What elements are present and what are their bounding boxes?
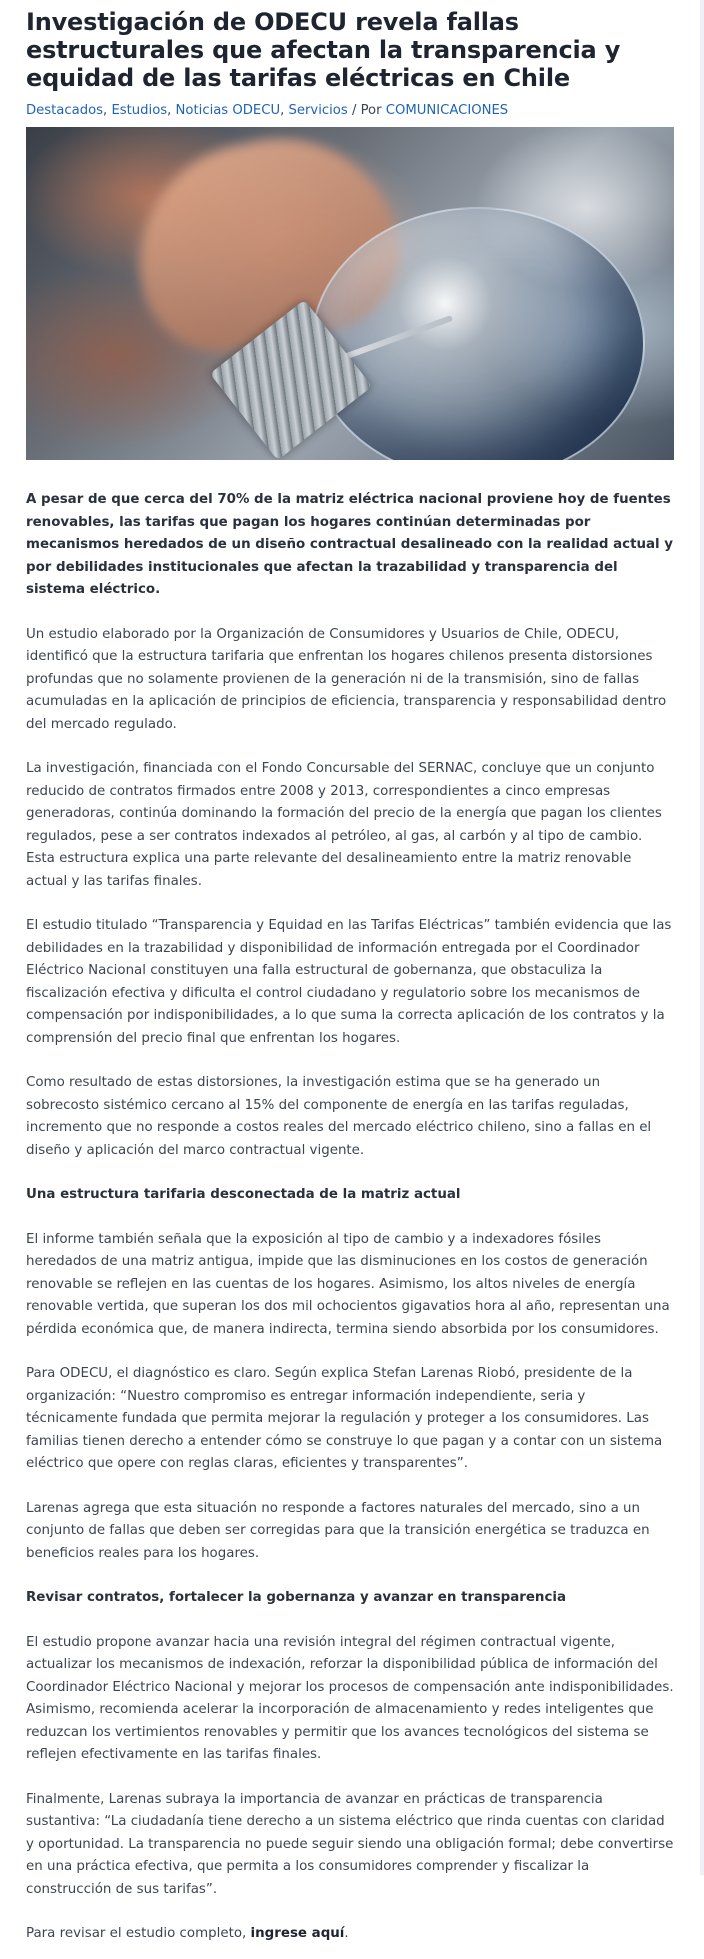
article-paragraph: Finalmente, Larenas subraya la importancia de avanzar en prácticas de transparencia sustantiva: “La ciudadanía tiene derecho a un sistema eléctrico que rinda cuentas con claridad y oportunidad. La transparencia no puede seguir siendo una obligación formal; debe convertirse en una práctica efectiva, que permita a los consumidores comprender y fiscalizar la construcción de sus tarifas”. bbox=[26, 1791, 674, 1897]
author-link[interactable]: COMUNICACIONES bbox=[385, 103, 509, 118]
byline-prefix: / Por bbox=[351, 103, 382, 118]
closing-suffix: . bbox=[344, 1926, 349, 1941]
article-lead: A pesar de que cerca del 70% de la matriz eléctrica nacional proviene hoy de fuentes renovables, las tarifas que pagan los hogares continúan determinadas por mecanismos heredados de un diseño contractual desalineado con la realidad actual y por debilidades institucionales que afectan la trazabilidad y transparencia del sistema eléctrico. bbox=[26, 492, 674, 597]
article-meta: Destacados, Estudios, Noticias ODECU, Servicios / Por COMUNICACIONES bbox=[26, 103, 509, 118]
article-paragraph: El estudio propone avanzar hacia una revisión integral del régimen contractual vigente, actualizar los mecanismos de indexación, reforzar la disponibilidad pública de información del Coordinador Eléctrico Nacional y mejorar los procesos de compensación ante indisponibilidades. Asimismo, recomienda acelerar la incorporación de almacenamiento y redes inteligentes que reduzcan los vertimientos renovables y permitir que los avances tecnológicos del sistema se reflejen efectivamente en las tarifas finales. bbox=[26, 1634, 674, 1762]
hero-image-light-bulb bbox=[26, 127, 674, 460]
section-heading-estructura-tarifaria: Una estructura tarifaria desconectada de la matriz actual bbox=[26, 1187, 461, 1202]
section-heading-revisar-contratos: Revisar contratos, fortalecer la gobernanza y avanzar en transparencia bbox=[26, 1590, 567, 1605]
category-link-servicios[interactable]: Servicios bbox=[288, 103, 348, 118]
category-link-estudios[interactable]: Estudios bbox=[111, 103, 168, 118]
category-link-destacados[interactable]: Destacados bbox=[26, 103, 104, 118]
article-title: Investigación de ODECU revela fallas estructurales que afectan la transparencia y equidad de las tarifas eléctricas en Chile bbox=[26, 8, 621, 92]
article-paragraph: La investigación, financiada con el Fondo Concursable del SERNAC, concluye que un conjunto reducido de contratos firmados entre 2008 y 2013, correspondientes a cinco empresas generadoras, continúa dominando la formación del precio de la energía que pagan los clientes regulados, pese a ser contratos indexados al petróleo, al gas, al carbón y al tipo de cambio. Esta estructura explica una parte relevante del desalineamiento entre la matriz renovable actual y las tarifas finales. bbox=[26, 761, 662, 889]
article-paragraph: Un estudio elaborado por la Organización de Consumidores y Usuarios de Chile, ODECU, identificó que la estructura tarifaria que enfrentan los hogares chilenos presenta distorsiones profundas que no solamente provienen de la generación ni de la transmisión, sino de fallas acumuladas en la aplicación de principios de eficiencia, transparencia y responsabilidad dentro del mercado regulado. bbox=[26, 626, 667, 732]
closing-prefix: Para revisar el estudio completo, bbox=[26, 1926, 247, 1941]
article-paragraph: Para ODECU, el diagnóstico es claro. Según explica Stefan Larenas Riobó, presidente de la organización: “Nuestro compromiso es entregar información independiente, seria y técnicamente fundada que permita mejorar la regulación y proteger a los consumidores. Las familias tienen derecho a entender cómo se construye lo que pagan y a contar con un sistema eléctrico que opere con reglas claras, eficientes y transparentes”. bbox=[26, 1366, 663, 1471]
closing-paragraph bbox=[26, 1923, 674, 1946]
page-edge-rule bbox=[700, 0, 704, 1875]
article-paragraph: Como resultado de estas distorsiones, la investigación estima que se ha generado un sobrecosto sistémico cercano al 15% del componente de energía en las tarifas reguladas, incremento que no responde a costos reales del mercado eléctrico chileno, sino a fallas en el diseño y aplicación del marco contractual vigente. bbox=[26, 1075, 652, 1158]
category-link-noticias-odecu[interactable]: Noticias ODECU bbox=[175, 103, 281, 118]
study-download-link[interactable]: ingrese aquí bbox=[250, 1926, 345, 1941]
article-paragraph: El informe también señala que la exposición al tipo de cambio y a indexadores fósiles heredados de una matriz antigua, impide que las disminuciones en los costos de generación renovable se reflejen en las cuentas de los hogares. Asimismo, los altos niveles de energía renovable vertida, que superan los dos mil ochocientos gigavatios hora al año, representan una pérdida económica que, de manera indirecta, termina siendo absorbida por los consumidores. bbox=[26, 1231, 670, 1337]
article-paragraph: Larenas agrega que esta situación no responde a factores naturales del mercado, sino a un conjunto de fallas que deben ser corregidas para que la transición energética se traduzca en beneficios reales para los hogares. bbox=[26, 1500, 650, 1561]
article-paragraph: El estudio titulado “Transparencia y Equidad en las Tarifas Eléctricas” también evidencia que las debilidades en la trazabilidad y disponibilidad de información entregada por el Coordinador Eléctrico Nacional constituyen una falla estructural de gobernanza, que obstaculiza la fiscalización efectiva y dificulta el control ciudadano y regulatorio sobre los mecanismos de compensación por indisponibilidades, a lo que suma la correcta aplicación de los contratos y la comprensión del precio final que enfrentan los hogares. bbox=[26, 918, 672, 1046]
article bbox=[26, 8, 674, 1959]
